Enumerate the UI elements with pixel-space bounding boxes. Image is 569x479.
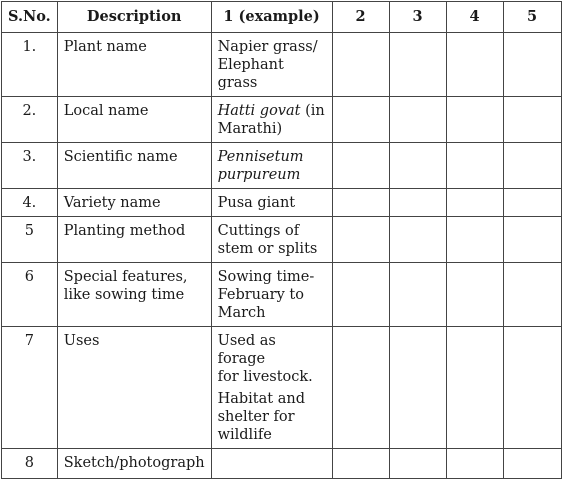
empty-cell <box>389 143 446 189</box>
header-col-5: 5 <box>503 2 561 33</box>
empty-cell <box>503 143 561 189</box>
row-sno: 4. <box>2 189 58 217</box>
table-row <box>2 97 562 143</box>
table-row <box>2 327 562 449</box>
empty-cell <box>503 327 561 449</box>
example-line: Habitat and <box>217 391 305 407</box>
empty-cell <box>332 143 389 189</box>
empty-cell <box>332 449 389 479</box>
row-sno: 2. <box>2 97 58 143</box>
row-sno: 6 <box>2 263 58 327</box>
empty-cell <box>389 97 446 143</box>
row-example <box>211 97 332 143</box>
example-line: Elephant grass <box>217 57 284 91</box>
example-line: Used as forage <box>217 333 276 367</box>
empty-cell <box>332 33 389 97</box>
header-col-2: 2 <box>332 2 389 33</box>
empty-cell <box>332 327 389 449</box>
empty-cell <box>389 327 446 449</box>
empty-cell <box>389 449 446 479</box>
table-row <box>2 217 562 263</box>
example-line: wildlife <box>217 427 272 443</box>
header-row <box>2 2 562 33</box>
empty-cell <box>332 217 389 263</box>
row-sno: 5 <box>2 217 58 263</box>
empty-cell <box>211 449 332 479</box>
row-description: Local name <box>57 97 211 143</box>
table-row <box>2 143 562 189</box>
row-sno: 7 <box>2 327 58 449</box>
header-col-3: 3 <box>389 2 446 33</box>
empty-cell <box>389 33 446 97</box>
example-italic: purpureum <box>217 167 301 183</box>
empty-cell <box>446 143 503 189</box>
header-col-4: 4 <box>446 2 503 33</box>
example-line: for livestock. <box>217 369 313 385</box>
row-sno: 1. <box>2 33 58 97</box>
empty-cell <box>503 449 561 479</box>
example-italic: Pennisetum <box>217 149 304 165</box>
empty-cell <box>332 189 389 217</box>
empty-cell <box>503 97 561 143</box>
row-description: Planting method <box>57 217 211 263</box>
row-example <box>211 217 332 263</box>
empty-cell <box>446 217 503 263</box>
empty-cell <box>389 263 446 327</box>
empty-cell <box>389 217 446 263</box>
row-description: Scientific name <box>57 143 211 189</box>
table-row <box>2 33 562 97</box>
example-line: Sowing time- <box>217 269 315 285</box>
example-italic: Hatti govat <box>217 103 301 119</box>
empty-cell <box>332 97 389 143</box>
empty-cell <box>446 33 503 97</box>
table-row <box>2 449 562 479</box>
row-sno: 8 <box>2 449 58 479</box>
empty-cell <box>503 189 561 217</box>
row-example <box>211 143 332 189</box>
example-line: Cuttings of <box>217 223 300 239</box>
empty-cell <box>446 97 503 143</box>
empty-cell <box>389 189 446 217</box>
empty-cell <box>446 189 503 217</box>
empty-cell <box>503 33 561 97</box>
example-line: stem or splits <box>217 241 318 257</box>
example-line: February to <box>217 287 304 303</box>
header-example: 1 (example) <box>211 2 332 33</box>
row-example <box>211 327 332 449</box>
empty-cell <box>446 449 503 479</box>
header-description: Description <box>57 2 211 33</box>
description-line: like sowing time <box>63 287 185 303</box>
row-description: Variety name <box>57 189 211 217</box>
example-line: Napier grass/ <box>217 39 318 55</box>
table-row <box>2 189 562 217</box>
header-sno: S.No. <box>2 2 58 33</box>
table-row <box>2 263 562 327</box>
example-line: Marathi) <box>217 121 283 137</box>
empty-cell <box>332 263 389 327</box>
example-text: (in <box>300 103 325 119</box>
empty-cell <box>446 263 503 327</box>
row-example: Pusa giant <box>211 189 332 217</box>
row-description <box>57 263 211 327</box>
empty-cell <box>503 217 561 263</box>
row-sno: 3. <box>2 143 58 189</box>
row-description: Sketch/photograph <box>57 449 211 479</box>
empty-cell <box>503 263 561 327</box>
row-description: Plant name <box>57 33 211 97</box>
empty-cell <box>446 327 503 449</box>
description-line: Special features, <box>63 269 188 285</box>
example-line: shelter for <box>217 409 295 425</box>
row-example <box>211 33 332 97</box>
example-line: March <box>217 305 266 321</box>
data-table <box>1 1 562 479</box>
row-description: Uses <box>57 327 211 449</box>
row-example <box>211 263 332 327</box>
